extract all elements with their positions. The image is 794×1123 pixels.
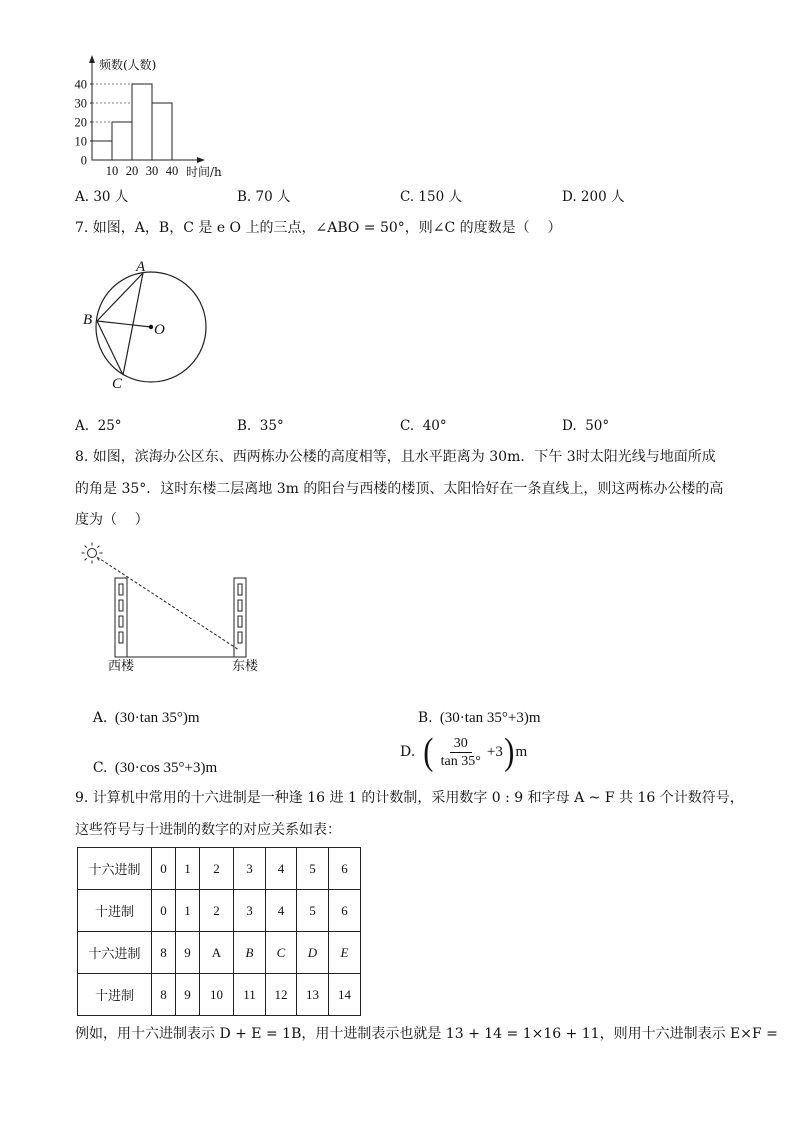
q9-example-line: 例如，用十六进制表示 D + E = 1B，用十进制表示也就是 13 + 14 = 1×16 + 11，则用十六进制表示 E×F =: [75, 1026, 778, 1042]
sun-icon: [82, 543, 103, 564]
q8-option-c[interactable]: [75, 744, 217, 792]
fraction-numerator: 30: [450, 735, 472, 753]
point-label-c: C: [112, 376, 123, 392]
buildings-figure: [80, 538, 255, 660]
row-header: 十进制: [78, 974, 152, 1016]
circle-figure: [80, 258, 215, 388]
y-axis-arrow-icon: [89, 55, 95, 63]
x-tick-label: 10: [105, 164, 119, 178]
table-cell: 8: [152, 974, 176, 1016]
west-building-label: 西楼: [108, 659, 135, 674]
table-cell: 4: [266, 848, 297, 890]
table-cell: 0: [152, 848, 176, 890]
q8-stem-line-1: 8. 如图，滨海办公区东、西两栋办公楼的高度相等，且水平距离为 30m．下午 3时太阳光线与地面所成: [75, 449, 716, 465]
option-tail: +3: [486, 743, 503, 760]
y-axis-label: 频数(人数): [99, 58, 157, 72]
histogram-chart: [60, 50, 240, 185]
y-tick-label: 20: [74, 115, 87, 130]
histogram-bar: [112, 122, 132, 160]
option-expression: (30·cos 35°+3)m: [114, 760, 218, 776]
table-cell: 1: [176, 890, 200, 932]
table-cell: 2: [200, 848, 234, 890]
x-axis-label: 时间/h: [186, 165, 222, 179]
table-cell: 1: [176, 848, 200, 890]
table-cell: 9: [176, 974, 200, 1016]
segment-ba: [97, 273, 143, 321]
histogram-bar: [92, 141, 112, 160]
row-header: 十六进制: [78, 848, 152, 890]
table-cell: D: [297, 932, 329, 974]
table-cell: 3: [234, 890, 266, 932]
east-building: [234, 578, 246, 657]
q7-option-c[interactable]: C. 40°: [400, 418, 447, 434]
table-cell: 14: [329, 974, 361, 1016]
q6-option-b[interactable]: B. 70 人: [237, 189, 291, 205]
east-building-label: 东楼: [232, 659, 259, 674]
row-header: 十六进制: [78, 932, 152, 974]
table-cell: 6: [329, 890, 361, 932]
fraction-denominator: tan 35°: [440, 753, 481, 769]
y-tick-label: 30: [74, 96, 87, 111]
table-cell: 6: [329, 848, 361, 890]
q7-stem: 7. 如图，A，B，C 是 e O 上的三点，∠ABO = 50°，则∠C 的度数是（ ）: [75, 220, 562, 236]
close-paren: ): [504, 731, 515, 773]
q7-option-b[interactable]: B. 35°: [237, 418, 284, 434]
option-letter: D.: [400, 744, 416, 760]
table-cell: 12: [266, 974, 297, 1016]
q8-stem-line-2: 的角是 35°．这时东楼二层离地 3m 的阳台与西楼的楼顶、太阳恰好在一条直线上，则这两栋办公楼的高: [75, 481, 724, 497]
table-cell: 11: [234, 974, 266, 1016]
q8-stem-line-3: 度为（ ）: [75, 512, 149, 528]
q7-option-a[interactable]: A. 25°: [75, 418, 122, 434]
q8-option-d[interactable]: [400, 732, 527, 772]
table-cell: 5: [297, 848, 329, 890]
segment-bo: [97, 321, 151, 327]
table-cell: 8: [152, 932, 176, 974]
q9-stem-line-1: 9. 计算机中常用的十六进制是一种逢 16 进 1 的计数制，采用数字 0 : 9 和字母 A ~ F 共 16 个计数符号，: [75, 790, 744, 806]
q9-stem-line-2: 这些符号与十进制的数字的对应关系如表：: [75, 822, 341, 838]
fraction: [437, 735, 485, 770]
table-cell: E: [329, 932, 361, 974]
y-tick-label: 0: [80, 153, 87, 168]
point-label-b: B: [83, 312, 93, 328]
table-row: [78, 848, 361, 890]
table-row: [78, 974, 361, 1016]
histogram-bar: [132, 84, 152, 160]
option-expression: (30·tan 35°+3)m: [439, 710, 541, 726]
q6-option-a[interactable]: A. 30 人: [75, 189, 129, 205]
table-cell: 3: [234, 848, 266, 890]
table-cell: 2: [200, 890, 234, 932]
open-paren: (: [423, 731, 434, 773]
option-letter: B.: [417, 710, 433, 726]
table-cell: 4: [266, 890, 297, 932]
option-expression: (30·tan 35°)m: [114, 710, 200, 726]
option-letter: A.: [92, 710, 108, 726]
table-cell: 0: [152, 890, 176, 932]
table-row: [78, 890, 361, 932]
table-cell: C: [266, 932, 297, 974]
q8-option-a[interactable]: [75, 694, 200, 742]
histogram-bar: [152, 103, 172, 160]
west-building: [115, 578, 127, 657]
row-header: 十进制: [78, 890, 152, 932]
segment-bc: [97, 321, 123, 375]
q6-option-c[interactable]: C. 150 人: [400, 189, 462, 205]
x-tick-label: 40: [165, 164, 179, 178]
option-letter: C.: [92, 760, 108, 776]
y-tick-label: 10: [74, 134, 87, 149]
x-tick-label: 20: [125, 164, 139, 178]
q7-option-d[interactable]: D. 50°: [562, 418, 610, 434]
x-tick-label: 30: [145, 164, 159, 178]
center-point-o: [149, 325, 153, 329]
table-cell: 13: [297, 974, 329, 1016]
table-cell: 10: [200, 974, 234, 1016]
y-tick-label: 40: [74, 77, 87, 92]
table-cell: 9: [176, 932, 200, 974]
q6-option-d[interactable]: D. 200 人: [562, 189, 625, 205]
table-cell: 5: [297, 890, 329, 932]
table-row: [78, 932, 361, 974]
table-cell: B: [234, 932, 266, 974]
point-label-a: A: [136, 259, 146, 275]
hex-decimal-table: [77, 847, 361, 1016]
sunlight-dashed-line: [97, 557, 239, 650]
option-unit: m: [515, 743, 528, 760]
table-cell: A: [200, 932, 234, 974]
x-axis-arrow-icon: [197, 157, 205, 163]
point-label-o: O: [154, 322, 165, 338]
